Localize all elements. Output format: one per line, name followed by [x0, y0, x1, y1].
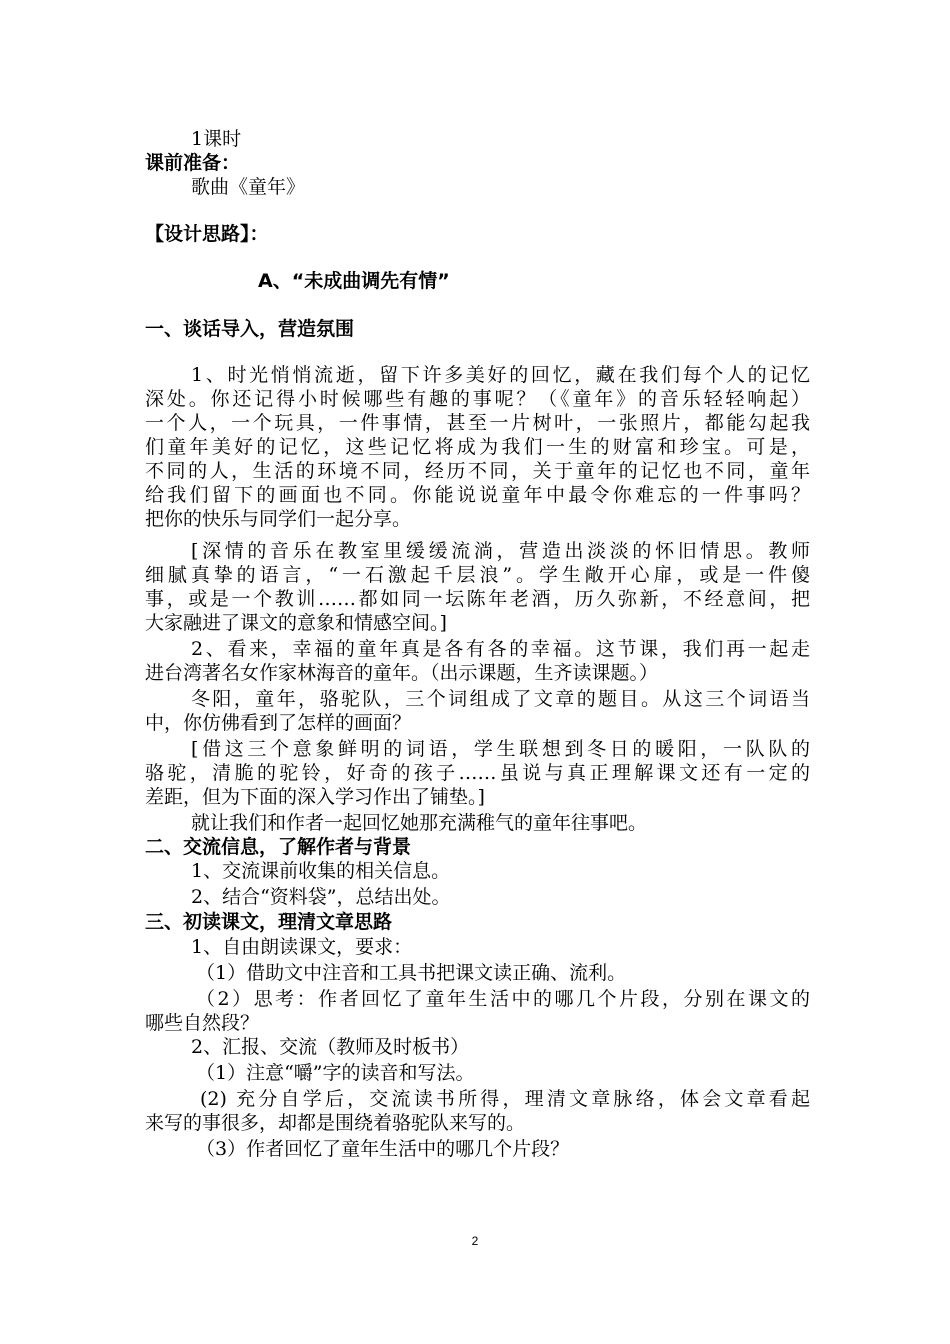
page-number: 2 — [471, 1234, 479, 1248]
paragraph-line: 2、看来，幸福的童年真是各有各的幸福。这节课，我们再一起走 — [191, 638, 810, 660]
paragraph-line: 进台湾著名女作家林海音的童年。（出示课题，生齐读课题。） — [145, 662, 659, 684]
list-item: 2、汇报、交流（教师及时板书） — [191, 1036, 470, 1058]
commentary-line: [深情的音乐在教室里缓缓流淌，营造出淡淡的怀旧情思。教师 — [191, 540, 810, 562]
paragraph-line: 1、时光悄悄流逝，留下许多美好的回忆，藏在我们每个人的记忆 — [191, 364, 810, 386]
prep-item: 歌曲《童年》 — [191, 176, 306, 198]
section-three-heading: 三、初读课文，理清文章思路 — [145, 911, 393, 933]
list-item: 1、交流课前收集的相关信息。 — [191, 860, 451, 882]
design-heading: 【设计思路】： — [145, 223, 269, 245]
paragraph-line: 们童年美好的记忆，这些记忆将成为我们一生的财富和珍宝。可是， — [145, 436, 810, 458]
list-item: 来写的事很多，却都是围绕着骆驼队来写的。 — [145, 1112, 526, 1134]
paragraph-line: 一个人，一个玩具，一件事情，甚至一片树叶，一张照片，都能勾起我 — [145, 412, 810, 434]
prep-heading: 课前准备： — [145, 152, 241, 174]
paragraph-line: 就让我们和作者一起回忆她那充满稚气的童年往事吧。 — [191, 812, 648, 834]
list-item: 2、结合“资料袋”，总结出处。 — [191, 886, 451, 908]
subtitle-a: A、“未成曲调先有情” — [258, 270, 450, 292]
commentary-line: 大家融进了课文的意象和情感空间。] — [145, 612, 447, 634]
paragraph-line: 不同的人，生活的环境不同，经历不同，关于童年的记忆也不同，童年 — [145, 460, 810, 482]
list-item: (2) 充分自学后，交流读书所得，理清文章脉络，体会文章看起 — [200, 1088, 810, 1110]
paragraph-line: 把你的快乐与同学们一起分享。 — [145, 508, 412, 530]
commentary-line: 骆驼，清脆的驼铃，好奇的孩子……虽说与真正理解课文还有一定的 — [145, 762, 810, 784]
paragraph-line: 深处。你还记得小时候哪些有趣的事呢？（《童年》的音乐轻轻响起） — [145, 388, 810, 410]
list-item: （2）思考：作者回忆了童年生活中的哪几个片段，分别在课文的 — [196, 988, 810, 1010]
list-item: （3）作者回忆了童年生活中的哪几个片段？ — [196, 1138, 570, 1160]
list-item: （1）注意“嚼”字的读音和写法。 — [196, 1062, 475, 1084]
paragraph-line: 中，你仿佛看到了怎样的画面？ — [145, 712, 412, 734]
class-hours: 1课时 — [191, 128, 242, 150]
paragraph-line: 给我们留下的画面也不同。你能说说童年中最令你难忘的一件事吗？ — [145, 484, 810, 506]
section-one-heading: 一、谈话导入，营造氛围 — [145, 318, 355, 340]
paragraph-line: 冬阳，童年，骆驼队，三个词组成了文章的题目。从这三个词语当 — [191, 688, 810, 710]
commentary-line: [借这三个意象鲜明的词语，学生联想到冬日的暖阳，一队队的 — [191, 738, 810, 760]
list-item: 哪些自然段？ — [145, 1012, 260, 1034]
section-two-heading: 二、交流信息，了解作者与背景 — [145, 836, 412, 858]
commentary-line: 差距，但为下面的深入学习作出了铺垫。] — [145, 786, 485, 808]
list-item: 1、自由朗读课文，要求： — [191, 936, 413, 958]
commentary-line: 细腻真挚的语言，“一石激起千层浪”。学生敞开心扉，或是一件傻 — [145, 564, 810, 586]
list-item: （1）借助文中注音和工具书把课文读正确、流利。 — [196, 962, 627, 984]
commentary-line: 事，或是一个教训……都如同一坛陈年老酒，历久弥新，不经意间，把 — [145, 588, 810, 610]
